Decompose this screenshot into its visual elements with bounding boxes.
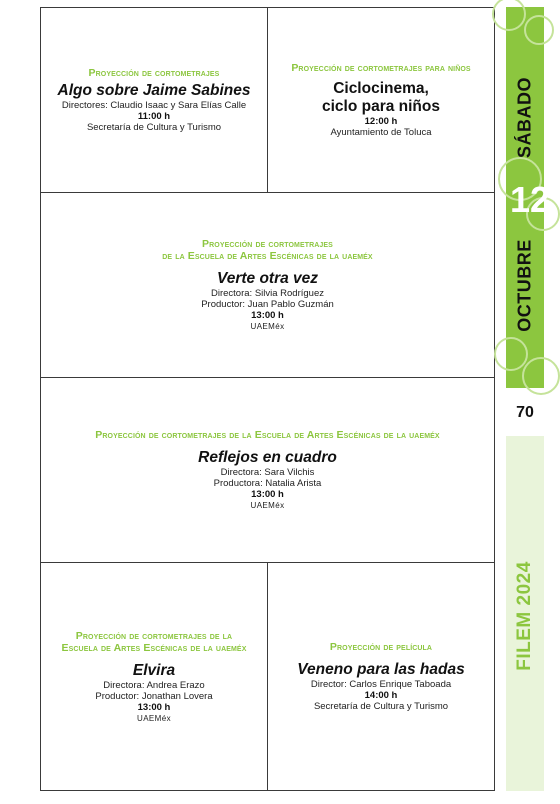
event-title-line1: Ciclocinema, (333, 80, 429, 97)
event-category-line2: de la Escuela de Artes Escénicas de la uaeméx (162, 250, 373, 262)
event-card (40, 377, 495, 563)
event-card (40, 562, 268, 791)
event-card (267, 562, 495, 791)
event-time: 13:00 h (251, 310, 284, 321)
festival-name: FILEM 2024 (514, 561, 535, 671)
festival-band (506, 436, 544, 791)
event-title: Reflejos en cuadro (198, 449, 337, 466)
event-venue: UAEMéx (250, 501, 285, 510)
date-band (506, 7, 551, 388)
event-time: 14:00 h (364, 690, 398, 701)
schedule-grid (40, 7, 495, 791)
event-venue: Secretaría de Cultura y Turismo (313, 701, 449, 712)
event-time: 12:00 h (364, 116, 398, 127)
event-credit: Directora: Sara Vilchis (220, 467, 315, 478)
day-number: 12 (510, 179, 551, 220)
event-credit: Productora: Natalia Arista (213, 478, 322, 489)
event-category-line1: Proyección de cortometrajes de la (75, 629, 233, 642)
event-title: Veneno para las hadas (297, 661, 465, 678)
event-credit: Directora: Andrea Erazo (103, 679, 205, 691)
event-title: Algo sobre Jaime Sabines (57, 82, 251, 99)
event-title-line2: ciclo para niños (321, 98, 440, 115)
event-time: 11:00 h (137, 111, 171, 122)
event-credit: Director: Carlos Enrique Taboada (310, 679, 452, 690)
event-category: Proyección de cortometrajes para niños (291, 62, 471, 74)
decorative-circle (494, 337, 528, 371)
event-title: Verte otra vez (216, 270, 319, 287)
event-credit: Directora: Silvia Rodríguez (211, 288, 324, 299)
page-number: 70 (516, 404, 534, 421)
event-credit: Directores: Claudio Isaac y Sara Elías Calle (61, 100, 247, 111)
event-credit: Productor: Jonathan Lovera (95, 690, 213, 702)
event-card (40, 192, 495, 378)
event-category: Proyección de cortometrajes de la Escuela de Artes Escénicas de la uaeméx (95, 429, 440, 441)
event-venue: Secretaría de Cultura y Turismo (86, 122, 222, 133)
event-category-line1: Proyección de cortometrajes (202, 238, 333, 250)
event-venue: UAEMéx (137, 713, 171, 723)
event-credit: Productor: Juan Pablo Guzmán (201, 299, 334, 310)
event-venue: Ayuntamiento de Toluca (330, 127, 432, 138)
event-title: Elvira (132, 661, 176, 679)
event-category-line2: Escuela de Artes Escénicas de la uaeméx (61, 641, 247, 654)
event-category: Proyección de cortometrajes (88, 67, 220, 79)
event-time: 13:00 h (137, 701, 171, 713)
event-time: 13:00 h (251, 489, 284, 500)
decorative-circle (522, 357, 560, 395)
event-card (40, 7, 268, 193)
month-name: OCTUBRE (514, 239, 535, 332)
event-category: Proyección de película (329, 641, 433, 653)
day-name: SÁBADO (514, 76, 535, 159)
decorative-circle (524, 15, 554, 45)
event-card (267, 7, 495, 193)
decorative-circle (492, 0, 526, 31)
event-venue: UAEMéx (250, 322, 285, 331)
